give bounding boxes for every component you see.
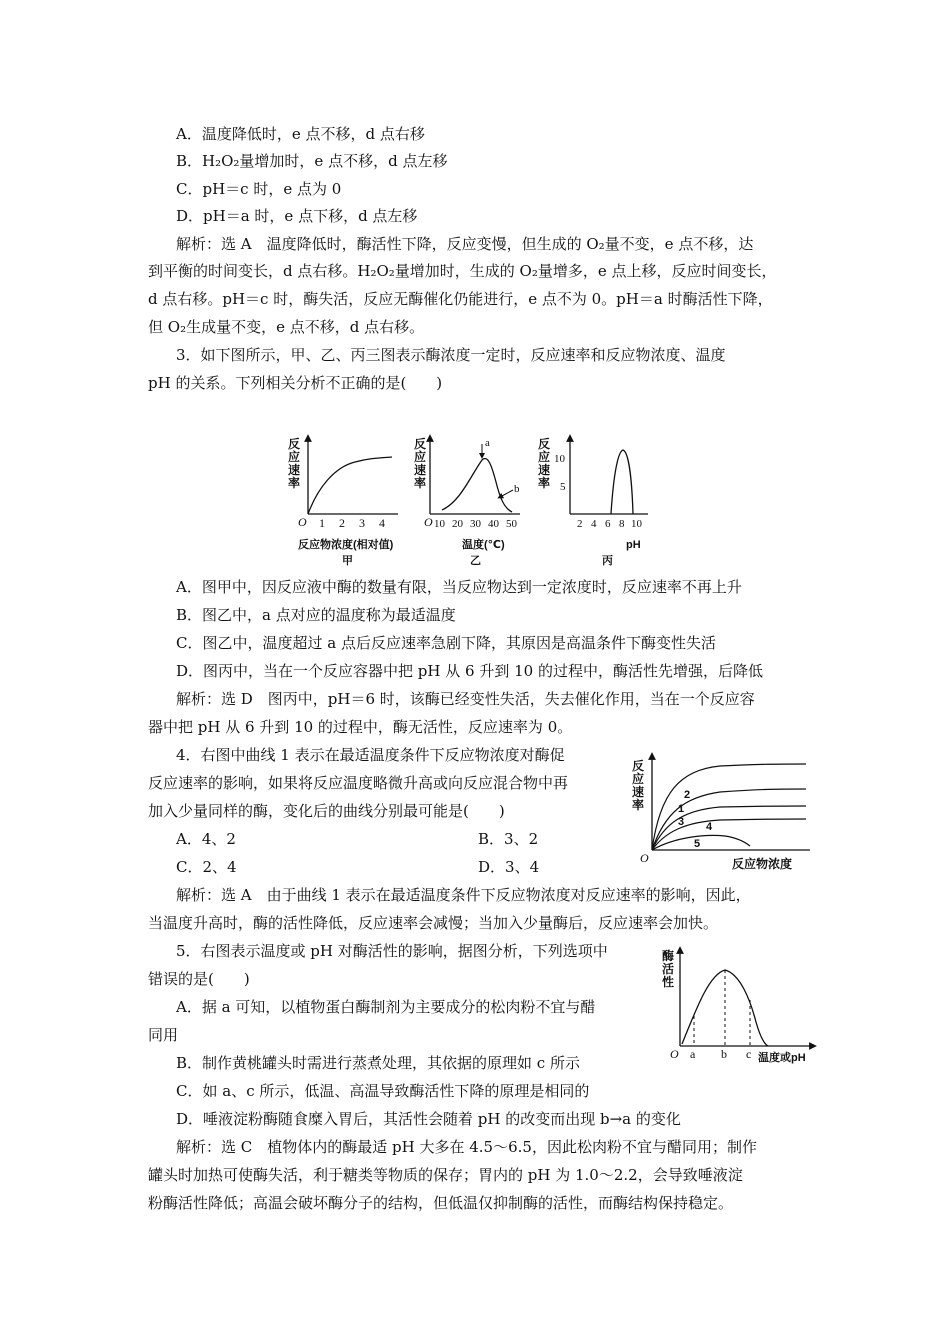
q4-curve-label-3: 3 — [678, 816, 685, 828]
q4-stem-line: 4．右图中曲线 1 表示在最适温度条件下反应物浓度对酶促 — [176, 746, 565, 764]
q5-xlabel: 温度或pH — [758, 1052, 806, 1064]
q4-xlabel: 反应物浓度 — [732, 857, 793, 871]
q5-option-d: D．唾液淀粉酶随食糜入胃后，其活性会随着 pH 的改变而出现 b→a 的变化 — [176, 1110, 681, 1128]
bing-ytick: 10 — [554, 453, 565, 465]
q4-curve-label-5: 5 — [694, 838, 701, 850]
bing-ylabel: 率 — [538, 476, 551, 490]
q4-origin: O — [640, 851, 649, 865]
jia-xlabel: 反应物浓度(相对值) — [298, 539, 394, 551]
q4-analysis-line: 当温度升高时，酶的活性降低，反应速率会减慢；当加入少量酶后，反应速率会加快。 — [148, 914, 719, 932]
bing-ytick: 5 — [560, 481, 566, 493]
q4-ylabel: 率 — [632, 798, 645, 812]
bing-ylabel: 速 — [538, 463, 551, 477]
yi-point-a: a — [485, 437, 490, 449]
yi-tick: 10 — [434, 518, 445, 530]
yi-tick: 30 — [470, 518, 481, 530]
q5-tick-a: a — [690, 1047, 696, 1061]
jia-tick: 3 — [359, 516, 365, 530]
bing-xlabel: pH — [626, 539, 641, 551]
jia-ylabel: 应 — [288, 450, 301, 464]
jia-ylabel: 速 — [288, 463, 301, 477]
q4-curve-label-4: 4 — [706, 821, 713, 833]
yi-ylabel: 反 — [414, 437, 427, 451]
q5-analysis-line: 罐头时加热可使酶失活，利于糖类等物质的保存；胃内的 pH 为 1.0～2.2，会导致唾液淀 — [148, 1166, 743, 1184]
q4-stem-line: 加入少量同样的酶，变化后的曲线分别最可能是( ) — [148, 802, 505, 820]
bing-tick: 8 — [619, 518, 625, 530]
q2-option-a: A．温度降低时，e 点不移，d 点右移 — [176, 125, 425, 143]
jia-name: 甲 — [342, 555, 353, 567]
chart-jia — [288, 436, 398, 567]
yi-tick: 40 — [488, 518, 499, 530]
chart-yi — [414, 436, 520, 567]
bing-ylabel: 反 — [538, 437, 551, 451]
yi-xlabel: 温度(℃) — [462, 539, 505, 551]
bing-tick: 4 — [591, 518, 597, 530]
bing-curve — [611, 450, 633, 514]
q4-curve — [652, 819, 806, 850]
yi-origin: O — [424, 515, 433, 529]
jia-tick: 2 — [339, 516, 345, 530]
bing-tick: 10 — [631, 518, 642, 530]
q4-curve — [652, 835, 750, 850]
yi-tick: 50 — [506, 518, 517, 530]
jia-tick: 1 — [319, 516, 325, 530]
q4-analysis-line: 解析：选 A 由于曲线 1 表示在最适温度条件下反应物浓度对反应速率的影响，因此， — [176, 886, 751, 904]
q2-analysis-line: 但 O₂生成量不变，e 点不移，d 点右移。 — [148, 318, 425, 336]
q5-option-b: B．制作黄桃罐头时需进行蒸煮处理，其依据的原理如 c 所示 — [176, 1054, 580, 1072]
yi-curve — [442, 459, 512, 512]
yi-ylabel: 应 — [414, 450, 427, 464]
q4-curve — [652, 806, 806, 850]
q5-option-c: C．如 a、c 所示，低温、高温导致酶活性下降的原理是相同的 — [176, 1082, 590, 1100]
q4-figure — [630, 752, 820, 874]
q5-ylabel: 性 — [662, 975, 675, 989]
jia-ylabel: 反 — [288, 437, 301, 451]
yi-tick: 20 — [452, 518, 463, 530]
q4-ylabel: 速 — [632, 785, 645, 799]
q5-tick-c: c — [746, 1047, 752, 1061]
q5-ylabel: 酶 — [662, 949, 675, 963]
q5-analysis-line: 解析：选 C 植物体内的酶最适 pH 大多在 4.5～6.5，因此松肉粉不宜与醋同用；制作 — [176, 1138, 757, 1156]
jia-tick: 4 — [379, 516, 385, 530]
q2-option-d: D．pH＝a 时，e 点下移，d 点左移 — [176, 207, 418, 225]
bing-name: 丙 — [602, 555, 613, 567]
yi-ylabel: 率 — [414, 476, 427, 490]
q4-option-a: A．4、2 — [176, 830, 236, 848]
q4-stem-line: 反应速率的影响，如果将反应温度略微升高或向反应混合物中再 — [148, 774, 569, 792]
q2-analysis-line: 解析：选 A 温度降低时，酶活性下降，反应变慢，但生成的 O₂量不变，e 点不移，达 — [176, 235, 754, 253]
q5-stem-line: 5．右图表示温度或 pH 对酶活性的影响，据图分析，下列选项中 — [176, 942, 608, 960]
q3-stem-line: 3．如下图所示，甲、乙、丙三图表示酶浓度一定时，反应速率和反应物浓度、温度 — [176, 346, 726, 364]
q3-analysis-line: 器中把 pH 从 6 升到 10 的过程中，酶无活性，反应速率为 0。 — [148, 718, 573, 736]
q5-analysis-line: 粉酶活性降低；高温会破坏酶分子的结构，但低温仅抑制酶的活性，而酶结构保持稳定。 — [148, 1194, 734, 1212]
q3-option-d: D．图丙中，当在一个反应容器中把 pH 从 6 升到 10 的过程中，酶活性先增强，后降低 — [176, 662, 763, 680]
q3-option-c: C．图乙中，温度超过 a 点后反应速率急剧下降，其原因是高温条件下酶变性失活 — [176, 634, 716, 652]
q4-ylabel: 应 — [632, 772, 645, 786]
q3-stem-line: pH 的关系。下列相关分析不正确的是( ) — [148, 374, 443, 392]
jia-origin: O — [298, 515, 307, 529]
bing-tick: 6 — [605, 518, 611, 530]
q5-option-a: A．据 a 可知，以植物蛋白酶制剂为主要成分的松肉粉不宜与醋 — [176, 998, 596, 1016]
q4-ylabel: 反 — [632, 759, 645, 773]
jia-curve — [308, 457, 392, 514]
q5-option-a-cont: 同用 — [148, 1026, 179, 1044]
q3-analysis-line: 解析：选 D 图丙中，pH＝6 时，该酶已经变性失活，失去催化作用，当在一个反应容 — [176, 690, 755, 708]
yi-name: 乙 — [470, 555, 481, 567]
q4-option-c: C．2、4 — [176, 858, 237, 876]
q4-curve-label-1: 1 — [678, 803, 685, 815]
q3-option-a: A．图甲中，因反应液中酶的数量有限，当反应物达到一定浓度时，反应速率不再上升 — [176, 578, 742, 596]
q5-tick-b: b — [721, 1047, 727, 1061]
q2-analysis-line: 到平衡的时间变长，d 点右移。H₂O₂量增加时，生成的 O₂量增多，e 点上移，反应时间变长， — [148, 262, 777, 280]
q5-stem-line: 错误的是( ) — [148, 970, 250, 988]
chart-bing — [538, 436, 648, 567]
q5-origin: O — [670, 1047, 679, 1061]
q3-option-b: B．图乙中，a 点对应的温度称为最适温度 — [176, 606, 456, 624]
q3-figure — [280, 432, 660, 572]
yi-ylabel: 速 — [414, 463, 427, 477]
q2-option-b: B．H₂O₂量增加时，e 点不移，d 点左移 — [176, 152, 448, 170]
q4-option-d: D．3、4 — [478, 858, 540, 876]
bing-ylabel: 应 — [538, 450, 551, 464]
q2-analysis-line: d 点右移。pH＝c 时，酶失活，反应无酶催化仍能进行，e 点不为 0。pH＝a 时酶活性下降， — [148, 290, 773, 308]
q5-ylabel: 活 — [662, 962, 675, 976]
jia-ylabel: 率 — [288, 476, 301, 490]
yi-point-b: b — [514, 483, 520, 495]
q2-option-c: C．pH＝c 时，e 点为 0 — [176, 180, 342, 198]
bing-tick: 2 — [577, 518, 583, 530]
q4-curve-label-2: 2 — [684, 789, 691, 801]
q4-option-b: B．3、2 — [478, 830, 539, 848]
q5-figure — [658, 944, 818, 1066]
